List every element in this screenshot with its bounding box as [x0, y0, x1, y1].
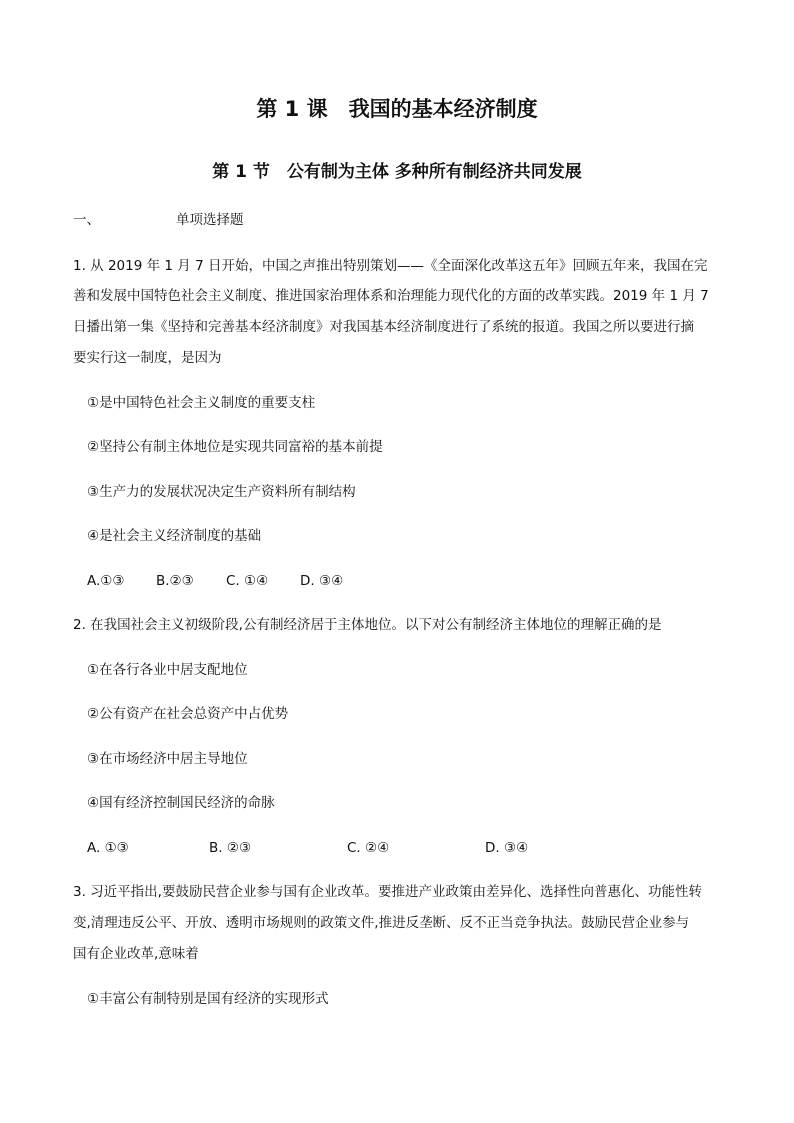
question-2-line-1: 2. 在我国社会主义初级阶段,公有制经济居于主体地位。以下对公有制经济主体地位的理解正确的是: [73, 617, 662, 633]
question-1-option-3: ③生产力的发展状况决定生产资料所有制结构: [87, 484, 356, 500]
question-1-line-2: 善和发展中国特色社会主义制度、推进国家治理体系和治理能力现代化的方面的改革实践。2019 年 1 月 7: [73, 288, 709, 304]
question-1-option-2: ②坚持公有制主体地位是实现共同富裕的基本前提: [87, 439, 383, 455]
section-number: 一、: [73, 212, 100, 228]
question-3-line-3: 国有企业改革,意味着: [73, 946, 199, 962]
question-1-line-3: 日播出第一集《坚持和完善基本经济制度》对我国基本经济制度进行了系统的报道。我国之所以要进行摘: [73, 319, 694, 335]
question-2-option-1: ①在各行各业中居支配地位: [87, 662, 248, 678]
question-2-choice-c: C. ②④: [347, 840, 390, 856]
question-2-choice-a: A. ①③: [87, 840, 129, 856]
question-3-line-2: 变,清理违反公平、开放、透明市场规则的政策文件,推进反垄断、反不正当竞争执法。鼓励民营企业参与: [73, 915, 690, 931]
question-1-line-4: 要实行这一制度，是因为: [73, 350, 222, 366]
question-2-option-2: ②公有资产在社会总资产中占优势: [87, 706, 289, 722]
question-1-option-1: ①是中国特色社会主义制度的重要支柱: [87, 395, 316, 411]
question-2-option-4: ④国有经济控制国民经济的命脉: [87, 795, 275, 811]
question-2-choice-d: D. ③④: [485, 840, 529, 856]
question-1-choice-d: D. ③④: [300, 573, 344, 589]
question-1-line-1: 1. 从 2019 年 1 月 7 日开始，中国之声推出特别策划——《全面深化改革这五年》回顾五年来，我国在完: [73, 258, 708, 274]
question-1-choice-c: C. ①④: [226, 573, 269, 589]
question-1-choice-b: B.②③: [156, 573, 194, 589]
question-3-option-1: ①丰富公有制特别是国有经济的实现形式: [87, 991, 329, 1007]
page-title: 第 1 课 我国的基本经济制度: [256, 97, 538, 121]
section-subtitle: 第 1 节 公有制为主体 多种所有制经济共同发展: [212, 162, 582, 182]
question-1-option-4: ④是社会主义经济制度的基础: [87, 528, 262, 544]
question-3-line-1: 3. 习近平指出,要鼓励民营企业参与国有企业改革。要推进产业政策由差异化、选择性向普惠化、功能性转: [73, 884, 702, 900]
question-2-choice-b: B. ②③: [209, 840, 252, 856]
question-2-option-3: ③在市场经济中居主导地位: [87, 751, 248, 767]
section-name: 单项选择题: [176, 212, 244, 228]
question-1-choice-a: A.①③: [87, 573, 125, 589]
